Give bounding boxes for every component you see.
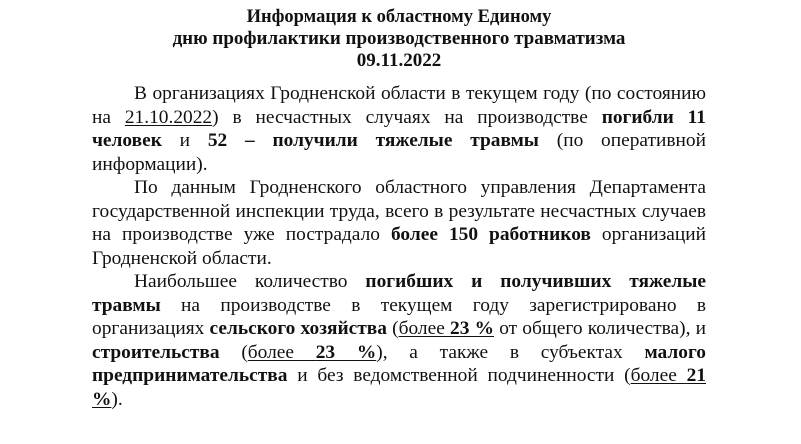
p1-deaths-count: погибли 11 человек xyxy=(92,106,706,151)
paragraph-3 xyxy=(92,270,706,411)
p3-agriculture: сельского хозяйства xyxy=(209,318,387,339)
paragraph-1 xyxy=(92,82,706,176)
p3-text-6: ), а также в субъектах xyxy=(376,341,645,363)
p3-text-3: ( xyxy=(386,318,399,339)
p3-text-4: от общего количества), и xyxy=(494,318,706,339)
document-body xyxy=(92,82,706,411)
p3-small-business: малого предпринимательства xyxy=(92,341,706,386)
p3-text-8: ). xyxy=(111,388,123,410)
p1-text-1: В организациях Гродненской области в текущем году (по состоянию на xyxy=(92,83,706,128)
p1-report-date: 21.10.2022 xyxy=(124,106,213,128)
p3-underline-1: более xyxy=(398,318,451,339)
p3-agriculture-percent: 23 % xyxy=(450,318,494,339)
p3-text-5: ( xyxy=(219,341,248,363)
p3-bold-1: погибших и получивших тяжелые травмы xyxy=(92,271,706,316)
p3-construction-percent: 23 % xyxy=(315,341,377,363)
p3-text-1: Наибольшее количество xyxy=(134,271,366,292)
document-title xyxy=(92,6,706,72)
title-line-1: Информация к областному Единому xyxy=(246,7,552,27)
p1-injuries-count: 52 – получили тяжелые травмы xyxy=(207,130,539,151)
p3-construction: строительства xyxy=(92,341,220,363)
p3-text-7: и без ведомственной подчиненности ( xyxy=(287,365,631,386)
p1-text-4: (по оперативной информации). xyxy=(92,130,706,175)
p2-victims-count: более 150 работников xyxy=(390,224,591,245)
p3-text-2: на производстве в текущем году зарегистрировано в организациях xyxy=(92,294,706,339)
p2-text-2: организаций Гродненской области. xyxy=(92,224,707,269)
p3-small-business-percent: 21 % xyxy=(92,365,707,410)
title-line-2: дню профилактики производственного травматизма xyxy=(172,28,626,49)
p3-underline-3: более xyxy=(630,365,687,386)
title-date: 09.11.2022 xyxy=(356,50,442,71)
p3-underline-2: более xyxy=(247,341,316,363)
paragraph-2 xyxy=(92,176,706,270)
p1-text-3: и xyxy=(161,130,208,151)
p2-text-1: По данным Гродненского областного управления Департамента государственной инспекции труда, всего в результате несчастных случаев на производстве уже пострадало xyxy=(92,177,706,245)
p1-text-2: ) в несчастных случаях на производстве xyxy=(212,106,602,128)
